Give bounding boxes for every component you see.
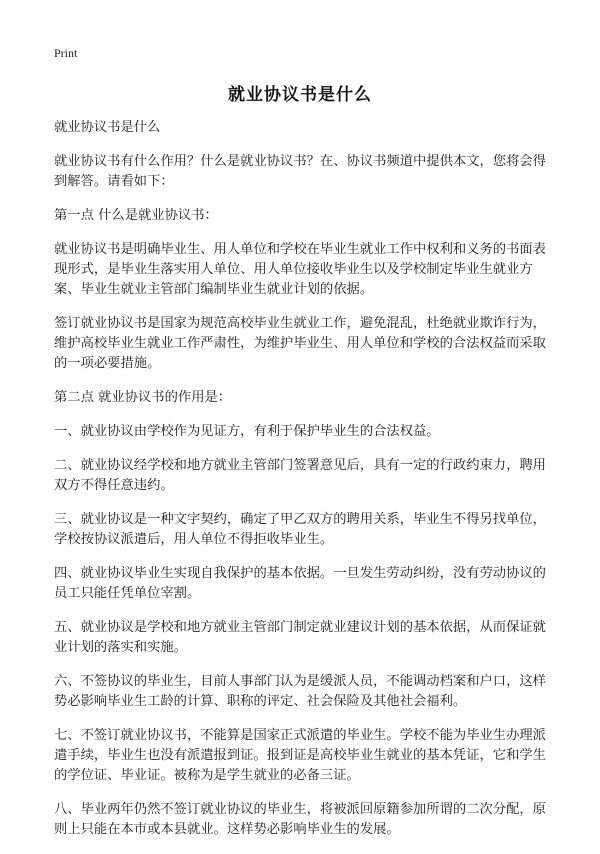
body-paragraph: 就业协议书是明确毕业生、用人单位和学校在毕业生就业工作中权利和义务的书面表现形式，是毕业生落实用人单位、用人单位接收毕业生以及学校制定毕业生就业方案、毕业生就业主管部门编制毕业生就业计划的依据。 xyxy=(54,242,546,297)
print-label: Print xyxy=(54,46,78,60)
list-item: 八、毕业两年仍然不签订就业协议的毕业生，将被派回原籍参加所谓的二次分配，原则上只能在本市或本县就业。这样势必影响毕业生的发展。 xyxy=(54,802,546,837)
document-body xyxy=(54,118,554,854)
list-item: 一、就业协议由学校作为见证方，有利于保护毕业生的合法权益。 xyxy=(54,424,440,439)
list-item: 六、不签协议的毕业生，目前人事部门认为是缓派人员，不能调动档案和户口，这样势必影响毕业生工龄的计算、职称的评定、社会保险及其他社会福利。 xyxy=(54,674,546,709)
list-item: 四、就业协议毕业生实现自我保护的基本依据。一旦发生劳动纠纷，没有劳动协议的员工只能任凭单位宰割。 xyxy=(54,566,546,601)
list-item: 二、就业协议经学校和地方就业主管部门签署意见后，具有一定的行政约束力，聘用双方不得任意违约。 xyxy=(54,458,546,493)
body-paragraph: 签订就业协议书是国家为规范高校毕业生就业工作，避免混乱，杜绝就业欺诈行为，维护高校毕业生就业工作严肃性，为维护毕业生、用人单位和学校的合法权益而采取的一项必要措施。 xyxy=(54,316,546,371)
document-title: 就业协议书是什么 xyxy=(228,85,372,105)
section-heading: 第二点 就业协议书的作用是： xyxy=(54,390,232,405)
list-item: 三、就业协议是一种文字契约，确定了甲乙双方的聘用关系，毕业生不得另找单位，学校按协议派遣后，用人单位不得拒收毕业生。 xyxy=(54,512,546,547)
body-paragraph: 就业协议书是什么 xyxy=(54,120,161,135)
section-heading: 第一点 什么是就业协议书： xyxy=(54,208,218,223)
body-paragraph: 就业协议书有什么作用？什么是就业协议书？在、协议书频道中提供本文，您将会得到解答。请看如下： xyxy=(54,154,546,189)
list-item: 七、不签订就业协议书，不能算是国家正式派遣的毕业生。学校不能为毕业生办理派遣手续，毕业生也没有派遣报到证。报到证是高校毕业生就业的基本凭证，它和学生的学位证、毕业证。被称为是学生就业的必备三证。 xyxy=(54,728,546,783)
list-item: 五、就业协议是学校和地方就业主管部门制定就业建议计划的基本依据，从而保证就业计划的落实和实施。 xyxy=(54,620,546,655)
